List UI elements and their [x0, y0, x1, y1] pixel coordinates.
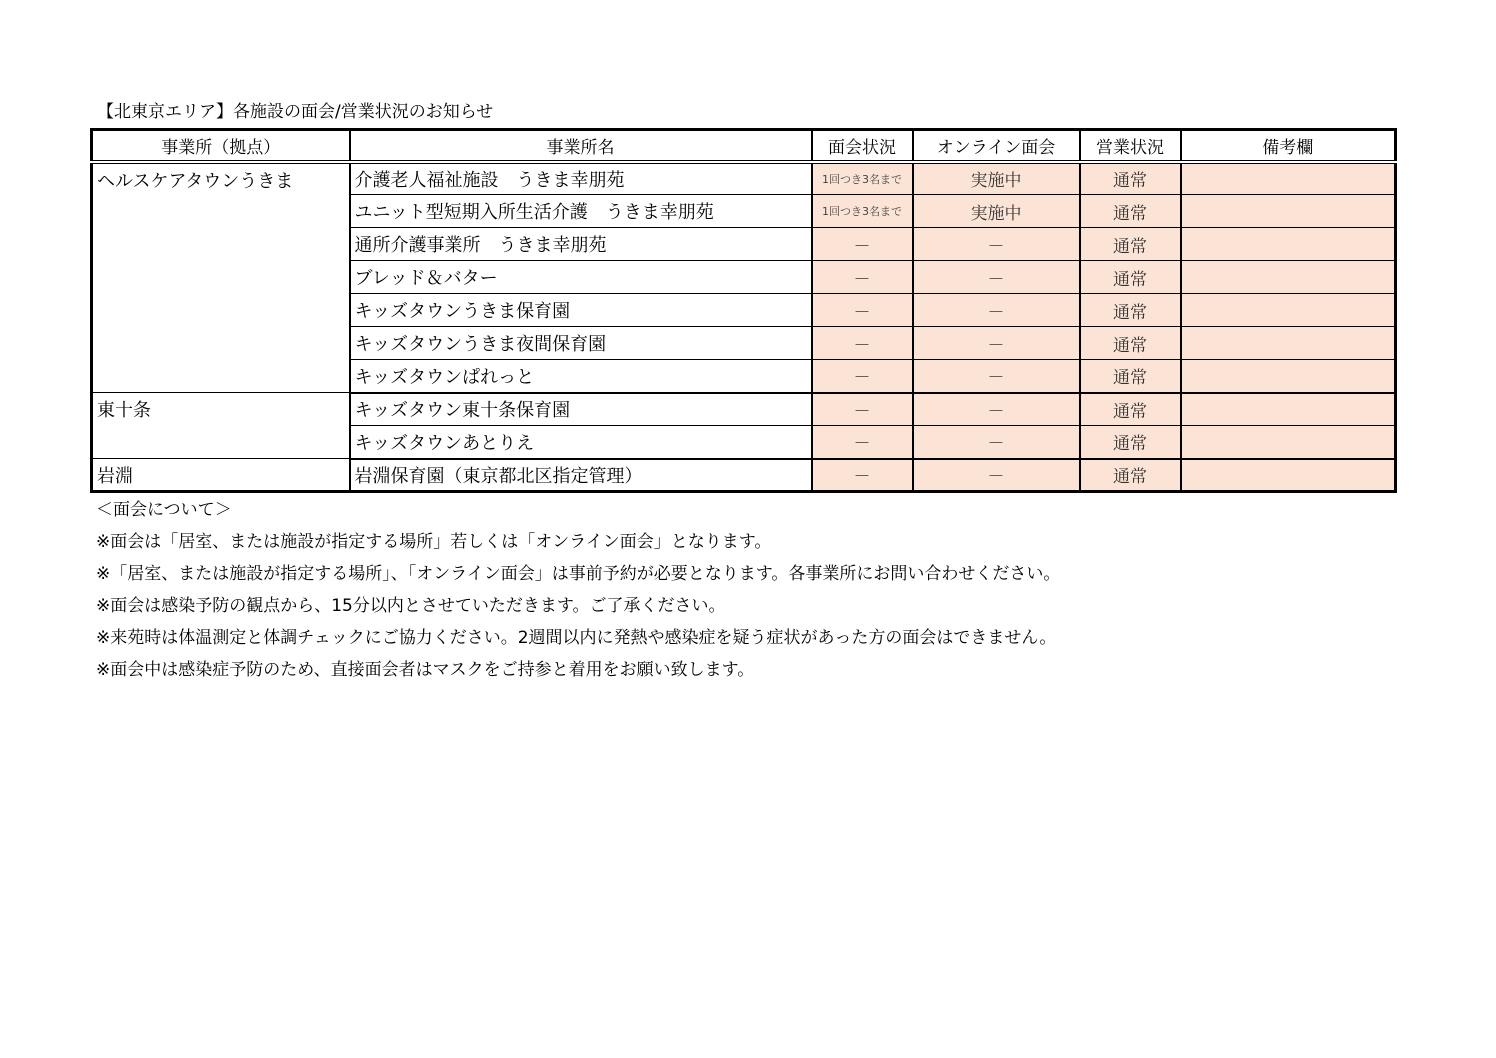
online-visit-cell: －: [913, 393, 1080, 426]
page-title: 【北東京エリア】各施設の面会/営業状況のお知らせ: [97, 102, 494, 122]
remarks-cell: [1181, 162, 1396, 195]
visit-status-cell: 1回つき3名まで: [812, 162, 913, 195]
visit-status-cell: 1回つき3名まで: [812, 195, 913, 228]
base-cell: ヘルスケアタウンうきま: [92, 162, 350, 393]
header-business-status: 営業状況: [1080, 130, 1181, 162]
table-body: [92, 162, 1396, 492]
business-status-cell: 通常: [1080, 261, 1181, 294]
facility-name-cell: 通所介護事業所 うきま幸朋苑: [350, 228, 812, 261]
business-status-cell: 通常: [1080, 327, 1181, 360]
header-base: 事業所（拠点）: [92, 130, 350, 162]
online-visit-cell: －: [913, 228, 1080, 261]
remarks-cell: [1181, 459, 1396, 492]
base-cell: 岩淵: [92, 459, 350, 492]
online-visit-cell: －: [913, 360, 1080, 393]
remarks-cell: [1181, 261, 1396, 294]
business-status-cell: 通常: [1080, 294, 1181, 327]
visit-status-cell: －: [812, 327, 913, 360]
business-status-cell: 通常: [1080, 360, 1181, 393]
note-line: ※「居室、または施設が指定する場所」、「オンライン面会」は事前予約が必要となります。各事業所にお問い合わせください。: [96, 564, 1061, 584]
facility-name-cell: キッズタウンぱれっと: [350, 360, 812, 393]
table-row: [92, 459, 1396, 492]
online-visit-cell: －: [913, 327, 1080, 360]
remarks-cell: [1181, 426, 1396, 459]
header-facility-name: 事業所名: [350, 130, 812, 162]
remarks-cell: [1181, 228, 1396, 261]
online-visit-cell: 実施中: [913, 162, 1080, 195]
note-line: ※面会は「居室、または施設が指定する場所」若しくは「オンライン面会」となります。: [96, 532, 772, 552]
table-row: [92, 393, 1396, 426]
business-status-cell: 通常: [1080, 459, 1181, 492]
remarks-cell: [1181, 294, 1396, 327]
facility-name-cell: 介護老人福祉施設 うきま幸朋苑: [350, 162, 812, 195]
business-status-cell: 通常: [1080, 195, 1181, 228]
header-visit-status: 面会状況: [812, 130, 913, 162]
facility-name-cell: ブレッド＆バター: [350, 261, 812, 294]
remarks-cell: [1181, 327, 1396, 360]
business-status-cell: 通常: [1080, 228, 1181, 261]
business-status-cell: 通常: [1080, 162, 1181, 195]
business-status-cell: 通常: [1080, 393, 1181, 426]
visit-status-cell: －: [812, 459, 913, 492]
note-line: ※面会中は感染症予防のため、直接面会者はマスクをご持参と着用をお願い致します。: [96, 660, 755, 680]
facility-name-cell: ユニット型短期入所生活介護 うきま幸朋苑: [350, 195, 812, 228]
base-cell: 東十条: [92, 393, 350, 459]
table-header-row: [92, 130, 1396, 162]
online-visit-cell: －: [913, 459, 1080, 492]
table-row: [92, 162, 1396, 195]
note-line: ※面会は感染予防の観点から、15分以内とさせていただきます。ご了承ください。: [96, 596, 726, 616]
business-status-cell: 通常: [1080, 426, 1181, 459]
facility-status-table: [90, 128, 1397, 493]
facility-name-cell: キッズタウン東十条保育園: [350, 393, 812, 426]
note-line: ※来苑時は体温測定と体調チェックにご協力ください。2週間以内に発熱や感染症を疑う症状があった方の面会はできません。: [96, 628, 1057, 648]
online-visit-cell: －: [913, 426, 1080, 459]
remarks-cell: [1181, 393, 1396, 426]
remarks-cell: [1181, 195, 1396, 228]
visit-status-cell: －: [812, 261, 913, 294]
visit-status-cell: －: [812, 294, 913, 327]
visit-status-cell: －: [812, 426, 913, 459]
online-visit-cell: －: [913, 294, 1080, 327]
visit-status-cell: －: [812, 360, 913, 393]
facility-name-cell: キッズタウンあとりえ: [350, 426, 812, 459]
visit-status-cell: －: [812, 228, 913, 261]
header-remarks: 備考欄: [1181, 130, 1396, 162]
facility-name-cell: キッズタウンうきま保育園: [350, 294, 812, 327]
facility-name-cell: キッズタウンうきま夜間保育園: [350, 327, 812, 360]
notes-section: [96, 496, 1060, 688]
notes-heading: ＜面会について＞: [96, 500, 232, 520]
facility-name-cell: 岩淵保育園（東京都北区指定管理）: [350, 459, 812, 492]
visit-status-cell: －: [812, 393, 913, 426]
remarks-cell: [1181, 360, 1396, 393]
online-visit-cell: 実施中: [913, 195, 1080, 228]
online-visit-cell: －: [913, 261, 1080, 294]
header-online-visit: オンライン面会: [913, 130, 1080, 162]
